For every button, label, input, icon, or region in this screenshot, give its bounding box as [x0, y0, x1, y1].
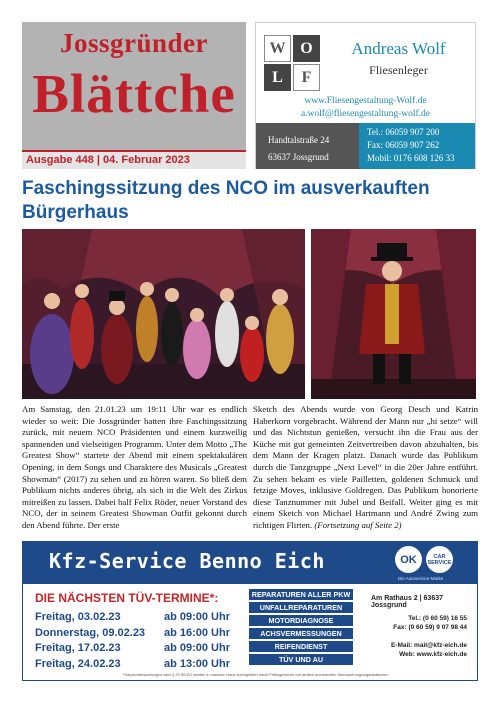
article-paragraph: Am Samstag, den 21.01.23 um 19:11 Uhr war es endlich wieder so weit: Die Jossgründer hatten ihre Faschingssitzung zurück, mit neuem NCO Präsidenten und einem kurzweilig spannenden und vielseitigen Programm. Unter dem Motto „The Greatest Show“ startete der Abend mit einem spektakulären Opening, in dem Songs und Charaktere des Musicals „Greatest Showman“ (2017) zu sehen und zu hören waren. So bließ dem Publikum nichts anderes übrig, als sich in die Welt des Zirkus mitreißen zu lassen. Dabei half Felix Röder, neuer Vorstand des NCO, der in seinem Greatest Showman Outfit gekonnt durch den Abend führte. Der erste — [22, 404, 247, 530]
logo-letter: L — [264, 64, 291, 91]
service-item: REIFENDIENST — [249, 641, 353, 652]
tuv-time: ab 09:00 Uhr — [163, 611, 230, 623]
contact-web-link[interactable]: Web: www.kfz-eich.de — [399, 651, 467, 658]
wolf-email-link[interactable]: a.wolf@fliesengestaltung-wolf.de — [300, 109, 431, 119]
kfz-footnote: *Hauptuntersuchungen nach § 29 StVZO werden in unserem Haus durchgeführt durch Prüfingenieure von amtlich anerkannten Überwachungsorganisationen. — [123, 673, 389, 677]
wolf-address — [256, 123, 359, 169]
article-body — [22, 404, 478, 532]
phone-line: Mobil: 0176 608 126 33 — [367, 153, 455, 163]
issue-info: Ausgabe 448 | 04. Februar 2023 — [22, 150, 246, 169]
wolf-name: Andreas Wolf — [351, 39, 446, 58]
tuv-dates — [35, 610, 230, 672]
ok-badge-icon: OK — [395, 546, 422, 573]
kfz-address: Am Rathaus 2 | 63637 Jossgrund — [371, 595, 443, 609]
kfz-contact — [391, 614, 467, 659]
tuv-time: ab 16:00 Uhr — [163, 626, 230, 639]
car-service-badge-icon: CAR SERVICE — [426, 546, 453, 573]
tuv-time: ab 13:00 Uhr — [163, 657, 230, 670]
article-text: Sketch des Abends wurde von Georg Desch und Katrin Haberkorn vorgebracht. Während der Mann nur „hi setze“ will und das Nichtstun genießen, versucht ihn die Frau aus der Küche mit gut gemeinten Zeitvertreiben davon abzuhalten, bis dem Mann der Kragen platzt. Danach wurde das Publikum durch die Tanzgruppe „Next Level“ in die 20er Jahre entführt. Zu sehen bekam es viele Pailletten, goldenen Schmuck und fetzige Moves, inklusive Goldregen. Das Publikum honorierte diese Tanznummer mit Jubel und Beifall. Weiter ging es mit einem Sketch von Michael Hartmann und André Zwing zum richtigen Flirten. — [253, 404, 478, 530]
wolf-logo — [264, 35, 320, 91]
service-item: UNFALLREPARATUREN — [249, 602, 353, 613]
group-photo — [22, 229, 305, 399]
article-headline: Faschingssitzung des NCO im ausverkauften Bürgerhaus — [22, 178, 430, 223]
phone-line: Tel.: 06059 907 200 — [367, 127, 440, 137]
article-column-2 — [253, 404, 478, 532]
contact-spacer — [391, 632, 467, 641]
logo-letter: O — [293, 35, 320, 62]
tuv-date-row — [35, 610, 230, 626]
contact-email-link[interactable]: E-Mail: mail@kfz-eich.de — [390, 642, 467, 649]
kfz-ad — [22, 541, 478, 681]
wolf-role: Fliesenleger — [369, 63, 428, 77]
tuv-time: ab 09:00 Uhr — [163, 642, 230, 654]
contact-line: Fax: (0 60 59) 9 07 98 44 — [393, 624, 467, 631]
tuv-date-row — [35, 657, 230, 673]
contact-line: Tel.: (0 60 59) 16 55 — [408, 615, 467, 622]
service-item: TÜV UND AU — [249, 654, 353, 665]
logo-letter: F — [293, 64, 320, 91]
tuv-date-row — [35, 641, 230, 657]
presenter-photo — [311, 229, 476, 399]
masthead-title-line2: Blättche — [32, 63, 236, 124]
masthead — [22, 22, 246, 169]
tuv-day: Freitag, 24.02.23 — [35, 657, 121, 670]
address-line: Handtalstraße 24 — [268, 135, 330, 145]
tuv-heading: DIE NÄCHSTEN TÜV-TERMINE*: — [35, 591, 219, 605]
tuv-day: Freitag, 03.02.23 — [35, 611, 121, 623]
masthead-title-line1: Jossgründer — [59, 28, 208, 58]
wolf-ad — [255, 22, 476, 169]
service-item: REPARATUREN ALLER PKW — [249, 589, 353, 600]
tuv-day: Donnerstag, 09.02.23 — [35, 626, 146, 639]
wolf-website-link[interactable]: www.Fliesengestaltung-Wolf.de — [304, 96, 427, 106]
address-line: 63637 Jossgrund — [268, 152, 329, 162]
article-column-1 — [22, 404, 247, 532]
article-paragraph — [253, 404, 478, 532]
service-item: MOTORDIAGNOSE — [249, 615, 353, 626]
tuv-day: Freitag, 17.02.23 — [35, 642, 121, 654]
logo-letter: W — [264, 35, 291, 62]
service-list — [249, 589, 353, 667]
badge-subtitle: Die Autoservice-Marke — [398, 576, 444, 581]
service-item: ACHSVERMESSUNGEN — [249, 628, 353, 639]
tuv-date-row — [35, 626, 230, 642]
continued-note[interactable]: (Fortsetzung auf Seite 2) — [314, 519, 402, 530]
phone-line: Fax: 06059 907 262 — [367, 140, 440, 150]
wolf-phones — [359, 123, 475, 169]
kfz-title: Kfz-Service Benno Eich — [49, 549, 325, 573]
